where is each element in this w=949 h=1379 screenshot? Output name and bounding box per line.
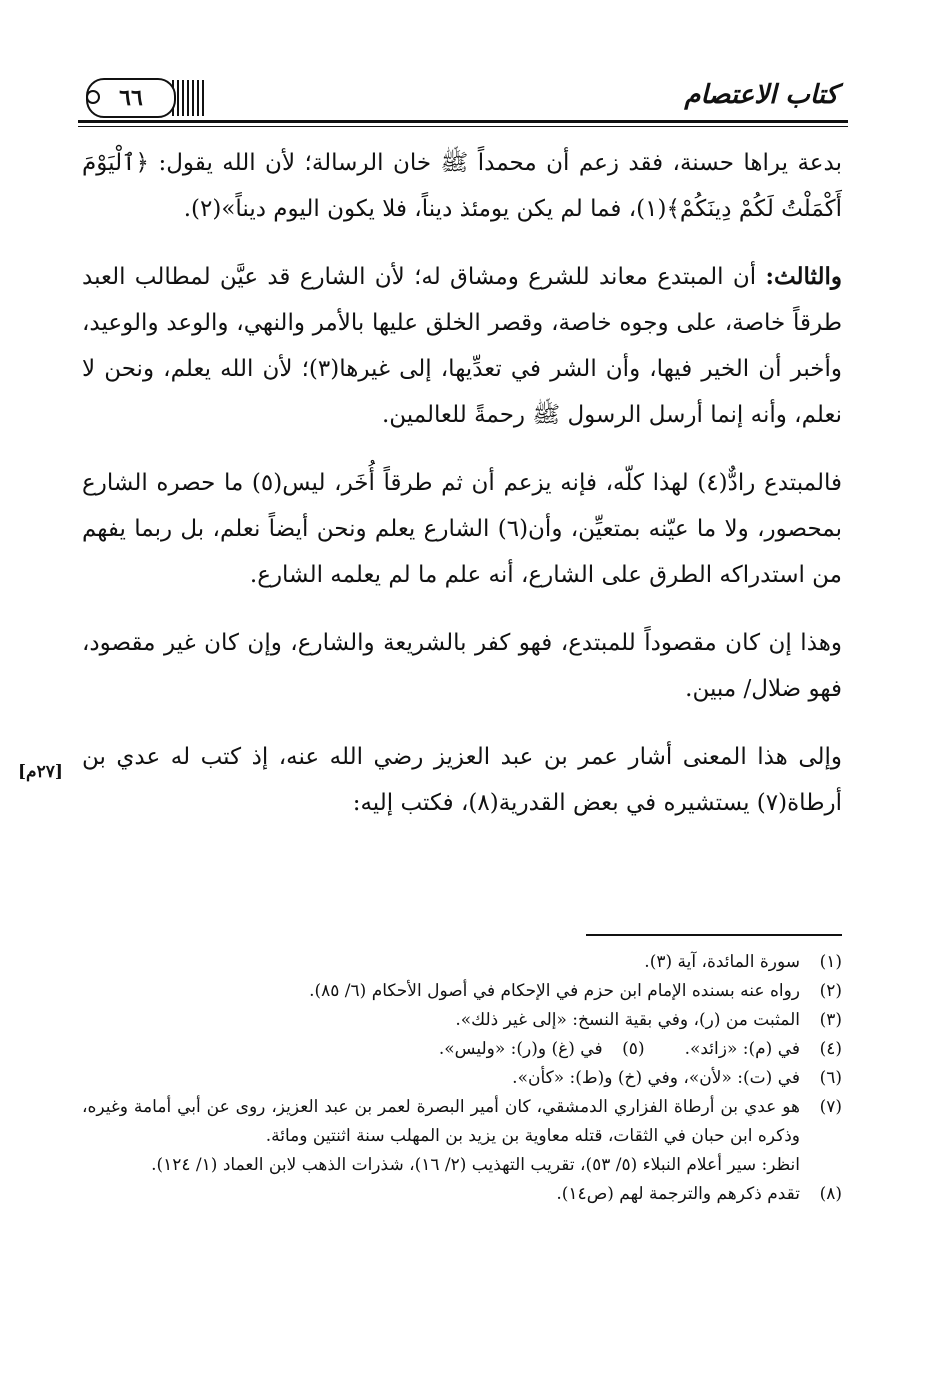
footnote [82, 1064, 842, 1093]
main-text [82, 140, 842, 848]
footnote-number: (٦) [819, 1068, 842, 1088]
footnote-number: (٤) [819, 1039, 842, 1059]
ornament-dot [86, 90, 100, 104]
footnote-number: (٣) [819, 1010, 842, 1030]
footnote [82, 1006, 842, 1035]
footnotes [82, 948, 842, 1209]
footnote-text: المثبت من (ر)، وفي بقية النسخ: «إلى غير ذلك». [455, 1010, 800, 1030]
page-number-badge [86, 78, 176, 118]
footnote-number: (٢) [819, 981, 842, 1001]
footnote-number: (٧) [819, 1097, 842, 1117]
footnote [82, 1180, 842, 1209]
header-rule-thin [78, 126, 848, 127]
paragraph-1: بدعة يراها حسنة، فقد زعم أن محمداً ﷺ خان الرسالة؛ لأن الله يقول: ﴿ٱلْيَوْمَ أَكْمَلْتُ لَكُمْ دِينَكُمْ﴾(١)، فما لم يكن يومئذ ديناً، فلا يكون اليوم ديناً»(٢). [82, 150, 842, 222]
footnote-text: في (م): «زائد». [684, 1039, 800, 1059]
footnote-text: في (غ) و(ر): «وليس». [438, 1039, 603, 1059]
footnote-text: في (ت): «لأن»، وفي (خ) و(ط): «كأن». [512, 1068, 800, 1088]
page-number: ٦٦ [119, 85, 143, 111]
footnote [82, 948, 842, 977]
paragraph-2-text: أن المبتدع معاند للشرع ومشاق له؛ لأن الشارع قد عيَّن لمطالب العبد طرقاً خاصة، على وجوه خاصة، وقصر الخلق عليها بالأمر والنهي، والوعد والوعيد، وأخبر أن الخير فيها، وأن الشر في تعدِّيها، إلى غيرها(٣)؛ لأن الله يعلم، ونحن لا نعلم، وأنه إنما أرسل الرسول ﷺ رحمةً للعالمين. [82, 264, 842, 428]
footnote-continuation [82, 1151, 842, 1180]
footnote [82, 1093, 842, 1151]
ornament-bars [172, 80, 206, 116]
footnote-text: هو عدي بن أرطاة الفزاري الدمشقي، كان أمير البصرة لعمر بن عبد العزيز، روى عن أبي أمامة وغيره، وذكره ابن حبان في الثقات، قتله معاوية بن يزيد بن المهلب سنة اثنتين ومائة. [82, 1097, 800, 1146]
footnote-text: تقدم ذكرهم والترجمة لهم (ص١٤). [556, 1184, 800, 1204]
footnote [82, 977, 842, 1006]
footnote-number [800, 1151, 842, 1180]
page-header [78, 62, 848, 122]
footnote-separator [586, 934, 842, 936]
header-rule [78, 120, 848, 123]
book-title: كتاب الاعتصام [684, 80, 838, 110]
footnote-text: رواه عنه بسنده الإمام ابن حزم في الإحكام في أصول الأحكام (٦/ ٨٥). [309, 981, 800, 1001]
paragraph-2 [82, 254, 842, 438]
footnote-number: (٨) [819, 1184, 842, 1204]
footnote-number: (١) [819, 952, 842, 972]
footnote-text: انظر: سير أعلام النبلاء (٥/ ٥٣)، تقريب التهذيب (٢/ ١٦)، شذرات الذهب لابن العماد (١/ ١٢٤). [151, 1155, 800, 1175]
paragraph-4: وهذا إن كان مقصوداً للمبتدع، فهو كفر بالشريعة والشارع، وإن كان غير مقصود، فهو ضلال/ مبين. [82, 630, 842, 702]
section-label-third: والثالث: [765, 263, 842, 290]
paragraph-3: فالمبتدع رادٌّ(٤) لهذا كلّه، فإنه يزعم أن ثم طرقاً أُخَر، ليس(٥) ما حصره الشارع بمحصور، ولا ما عيّنه بمتعيِّن، وأن(٦) الشارع يعلم ونحن أيضاً نعلم، بل ربما يفهم من استدراكه الطرق على الشارع، أنه علم ما لم يعلمه الشارع. [82, 470, 842, 588]
footnote [685, 1035, 842, 1064]
footnote-row [82, 1035, 842, 1064]
footnote-text: سورة المائدة، آية (٣). [644, 952, 800, 972]
paragraph-5: وإلى هذا المعنى أشار عمر بن عبد العزيز رضي الله عنه، إذ كتب له عدي بن أرطاة(٧) يستشيره في بعض القدرية(٨)، فكتب إليه: [82, 744, 842, 816]
manuscript-page-marker: [٢٧م] [18, 762, 63, 782]
footnote-number: (٥) [622, 1039, 645, 1059]
footnote [439, 1035, 645, 1064]
